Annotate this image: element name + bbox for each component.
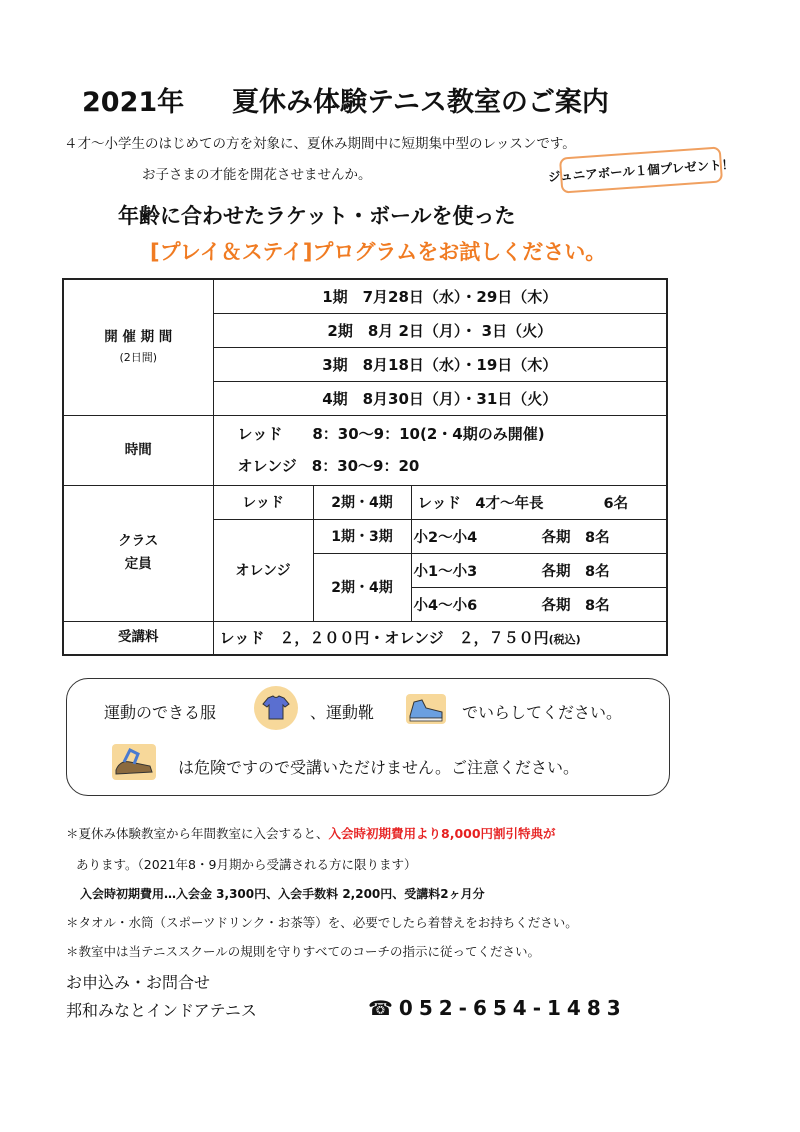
capacity-label: 定員 [124, 556, 152, 572]
time-cell [213, 415, 667, 485]
footnote-1-discount: 入会時初期費用より8,000円割引特典が [328, 826, 556, 841]
footnote-1 [66, 824, 556, 842]
shirt-icon [254, 686, 298, 730]
period-sub: (2日間) [119, 351, 158, 365]
headline-1: 年齢に合わせたラケット・ボールを使った [118, 204, 516, 228]
red-capacity [411, 485, 667, 519]
orange-row-2 [411, 553, 667, 587]
period-label: 開 催 期 間 [104, 329, 173, 346]
contact-phone[interactable]: ☎052-654-1483 [368, 996, 627, 1020]
orange-age-3: 小4～小6 [413, 597, 478, 614]
class-label-cell [63, 485, 213, 621]
time-red: レッド 8：30～9：10(2・4期のみ開催) [237, 425, 545, 443]
period-1: 1期 7月28日（水）・29日（木） [213, 279, 667, 313]
fee-tax: (税込) [548, 633, 581, 647]
orange-row-1 [411, 519, 667, 553]
orange-term-b: 2期・4期 [313, 553, 411, 621]
intro-line-1: ４才～小学生のはじめての方を対象に、夏休み期間中に短期集中型のレッスンです。 [64, 136, 576, 152]
footnote-1-cont: あります。（2021年8・9月期から受講される方に限ります） [76, 857, 417, 872]
footnote-1-detail: 入会時初期費用…入会金 3,300円、入会手数料 2,200円、受講料2ヶ月分 [80, 887, 485, 901]
title-year: 2021年 [82, 87, 185, 118]
sandal-icon [110, 740, 154, 784]
fee-cell [213, 621, 667, 655]
notice-shoes: 、運動靴 [310, 703, 375, 722]
notice-sandal-warning: は危険ですので受講いただけません。ご注意ください。 [178, 758, 579, 777]
orange-age-2: 小1～小3 [413, 563, 478, 580]
notice-please-wear: でいらしてください。 [462, 703, 623, 722]
notice-clothes: 運動のできる服 [104, 703, 217, 722]
fee-text: レッド ２，２００円・オレンジ ２，７５０円 [219, 629, 549, 648]
present-badge: ジュニアボール１個プレゼント！ [559, 146, 723, 193]
orange-term-a: 1期・3期 [313, 519, 411, 553]
orange-cap-1: 各期 8名 [541, 529, 610, 546]
red-cap: 6名 [603, 495, 629, 512]
period-2: 2期 8月 2日（月）・ 3日（火） [213, 313, 667, 347]
title-main: 夏休み体験テニス教室のご案内 [232, 87, 609, 118]
orange-age-1: 小2～小4 [413, 529, 478, 546]
red-age: レッド 4才～年長 [417, 495, 544, 512]
red-class: レッド [213, 485, 313, 519]
fee-label: 受講料 [63, 621, 213, 655]
page-title [82, 80, 609, 119]
footnote-2: ＊タオル・水筒（スポーツドリンク・お茶等）を、必要でしたら着替えをお持ちください。 [66, 915, 578, 930]
orange-cap-2: 各期 8名 [541, 563, 610, 580]
footnote-3: ＊教室中は当テニススクールの規則を守りすべてのコーチの指示に従ってください。 [66, 944, 541, 959]
orange-row-3 [411, 587, 667, 621]
class-label: クラス [118, 533, 159, 550]
contact-label: お申込み・お問合せ [66, 973, 211, 992]
schedule-table [62, 278, 668, 656]
period-label-cell [63, 279, 213, 415]
time-orange: オレンジ 8：30～9：20 [237, 457, 420, 475]
footnote-1-pre: ＊夏休み体験教室から年間教室に入会すると、 [66, 826, 329, 841]
intro-line-2: お子さまの才能を開花させませんか。 [142, 167, 372, 183]
orange-cap-3: 各期 8名 [541, 597, 610, 614]
time-label: 時間 [63, 415, 213, 485]
orange-class: オレンジ [213, 519, 313, 621]
headline-2: [プレイ＆ステイ]プログラムをお試しください。 [150, 240, 607, 264]
red-term: 2期・4期 [313, 485, 411, 519]
period-4: 4期 8月30日（月）・31日（火） [213, 381, 667, 415]
period-3: 3期 8月18日（水）・19日（木） [213, 347, 667, 381]
sneaker-icon [404, 688, 448, 732]
contact-name: 邦和みなとインドアテニス [66, 1001, 257, 1020]
